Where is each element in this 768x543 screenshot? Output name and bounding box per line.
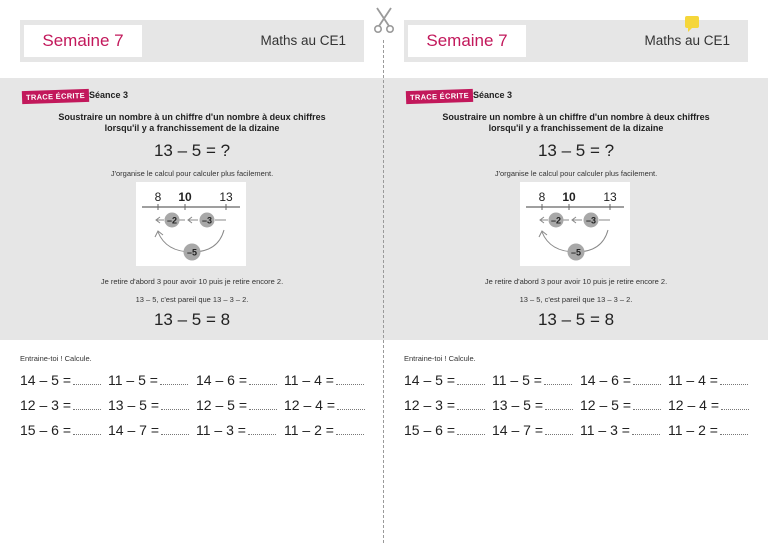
exercise-row xyxy=(20,397,370,422)
exercise-item[interactable]: 11 – 3 = xyxy=(196,422,276,438)
exercise-row xyxy=(404,372,754,397)
exercise-item[interactable]: 11 – 4 = xyxy=(284,372,364,388)
exercise-grid xyxy=(20,372,370,447)
total-label: –5 xyxy=(570,247,582,258)
step-label-2: –2 xyxy=(166,215,178,226)
exercise-item[interactable]: 15 – 6 = xyxy=(404,422,484,438)
exercise-item[interactable]: 15 – 6 = xyxy=(20,422,100,438)
answer-equation: 13 – 5 = 8 xyxy=(153,310,231,329)
trace-ecrite-badge: TRACE ÉCRITE xyxy=(406,89,473,104)
instruction-text: J'organise le calcul pour calculer plus facilement. xyxy=(494,169,658,178)
exercise-item[interactable]: 14 – 6 = xyxy=(196,372,276,388)
instruction-text: J'organise le calcul pour calculer plus facilement. xyxy=(110,169,274,178)
equivalence-text: 13 – 5, c'est pareil que 13 – 3 – 2. xyxy=(135,295,249,304)
exercise-row xyxy=(20,372,370,397)
exercise-item[interactable]: 14 – 7 = xyxy=(492,422,572,438)
trace-ecrite-badge: TRACE ÉCRITE xyxy=(22,89,89,104)
exercise-item[interactable]: 14 – 6 = xyxy=(580,372,660,388)
exercise-label: Entraine-toi ! Calcule. xyxy=(20,354,92,363)
tick-label-8: 8 xyxy=(538,190,546,204)
number-line-svg xyxy=(520,182,630,266)
exercise-item[interactable]: 12 – 3 = xyxy=(404,397,484,413)
title-line-2: lorsqu'il y a franchissement de la dizaine xyxy=(104,123,280,133)
exercise-label: Entraine-toi ! Calcule. xyxy=(404,354,476,363)
title-line-1: Soustraire un nombre à un chiffre d'un nombre à deux chiffres xyxy=(442,112,710,122)
worksheet-right xyxy=(384,0,768,543)
lesson-title xyxy=(0,112,384,134)
number-line-svg xyxy=(136,182,246,266)
exercise-item[interactable]: 13 – 5 = xyxy=(108,397,188,413)
seance-label: Séance 3 xyxy=(473,90,513,100)
week-label: Semaine 7 xyxy=(408,25,526,57)
tick-label-10: 10 xyxy=(562,190,576,204)
exercise-item[interactable]: 12 – 4 = xyxy=(284,397,364,413)
exercise-item[interactable]: 12 – 5 = xyxy=(580,397,660,413)
comment-note-icon[interactable] xyxy=(685,16,699,28)
title-line-2: lorsqu'il y a franchissement de la dizaine xyxy=(488,123,664,133)
exercise-item[interactable]: 12 – 5 = xyxy=(196,397,276,413)
exercise-row xyxy=(404,422,754,447)
exercise-item[interactable]: 11 – 4 = xyxy=(668,372,748,388)
exercise-item[interactable]: 12 – 4 = xyxy=(668,397,748,413)
exercise-item[interactable]: 11 – 2 = xyxy=(668,422,748,438)
exercise-item[interactable]: 11 – 5 = xyxy=(108,372,188,388)
header-bar xyxy=(20,20,364,62)
explanation-text: Je retire d'abord 3 pour avoir 10 puis je retire encore 2. xyxy=(484,277,668,286)
exercise-item[interactable]: 14 – 5 = xyxy=(20,372,100,388)
tick-label-10: 10 xyxy=(178,190,192,204)
tick-label-13: 13 xyxy=(219,190,233,204)
equivalence-text: 13 – 5, c'est pareil que 13 – 3 – 2. xyxy=(519,295,633,304)
subject-label: Maths au CE1 xyxy=(260,33,346,48)
exercise-row xyxy=(404,397,754,422)
title-line-1: Soustraire un nombre à un chiffre d'un nombre à deux chiffres xyxy=(58,112,326,122)
explanation-text: Je retire d'abord 3 pour avoir 10 puis je retire encore 2. xyxy=(100,277,284,286)
tick-label-13: 13 xyxy=(603,190,617,204)
exercise-item[interactable]: 13 – 5 = xyxy=(492,397,572,413)
exercise-item[interactable]: 14 – 5 = xyxy=(404,372,484,388)
step-label-3: –3 xyxy=(201,215,213,226)
scissors-icon xyxy=(373,6,395,34)
exercise-item[interactable]: 14 – 7 = xyxy=(108,422,188,438)
seance-label: Séance 3 xyxy=(89,90,129,100)
exercise-item[interactable]: 11 – 2 = xyxy=(284,422,364,438)
exercise-item[interactable]: 12 – 3 = xyxy=(20,397,100,413)
number-line-diagram xyxy=(520,182,630,266)
exercise-row xyxy=(20,422,370,447)
week-label: Semaine 7 xyxy=(24,25,142,57)
tick-label-8: 8 xyxy=(154,190,162,204)
step-label-2: –2 xyxy=(550,215,562,226)
cut-line xyxy=(383,40,384,543)
question-equation: 13 – 5 = ? xyxy=(153,141,231,160)
total-label: –5 xyxy=(186,247,198,258)
number-line-diagram xyxy=(136,182,246,266)
answer-equation: 13 – 5 = 8 xyxy=(537,310,615,329)
exercise-item[interactable]: 11 – 5 = xyxy=(492,372,572,388)
lesson-title xyxy=(384,112,768,134)
exercise-grid xyxy=(404,372,754,447)
exercise-item[interactable]: 11 – 3 = xyxy=(580,422,660,438)
question-equation: 13 – 5 = ? xyxy=(537,141,615,160)
step-label-3: –3 xyxy=(585,215,597,226)
subject-label: Maths au CE1 xyxy=(644,33,730,48)
